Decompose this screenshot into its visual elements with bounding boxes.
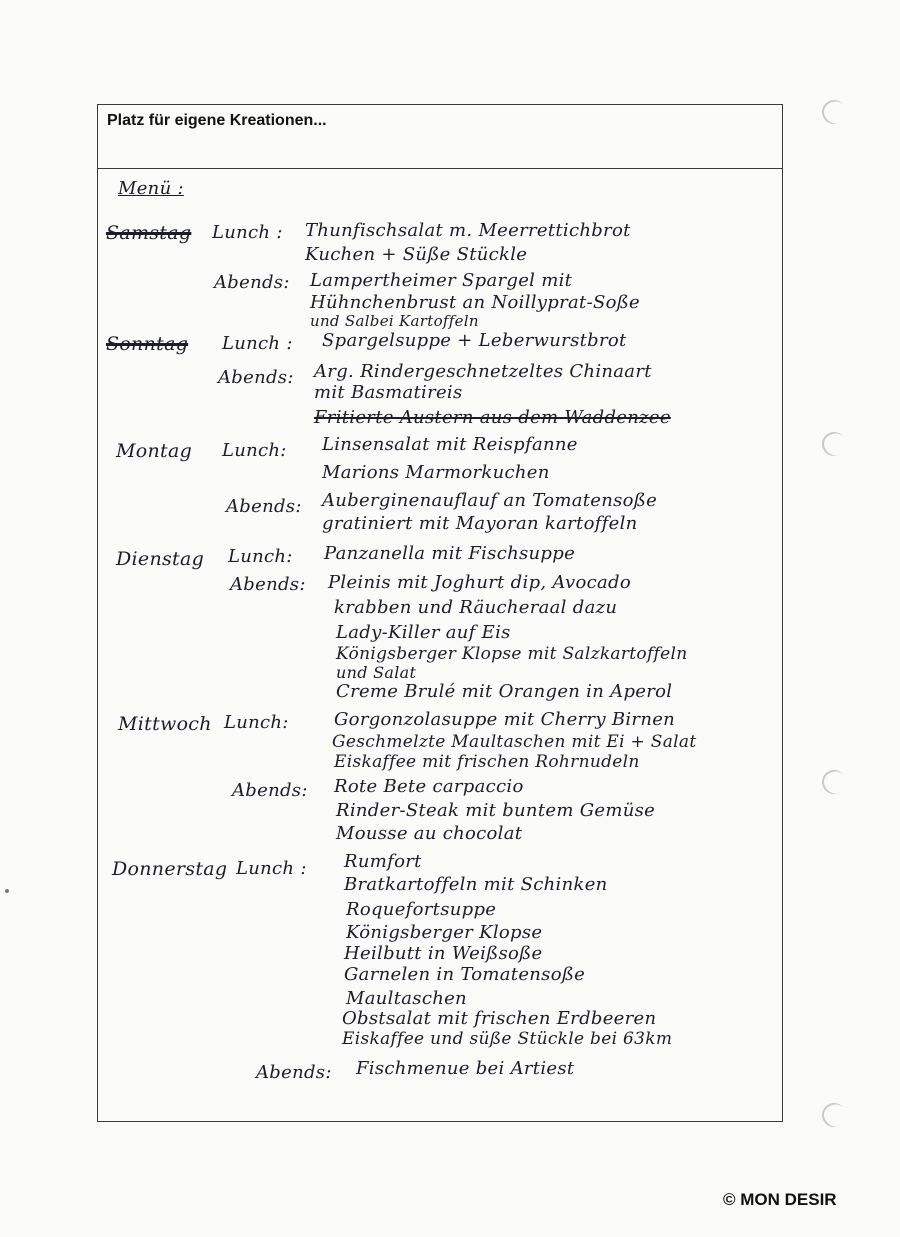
donnerstag-lunch-item: Königsberger Klopse (346, 922, 543, 943)
day-donnerstag: Donnerstag (112, 858, 228, 880)
dienstag-abends-item: Lady-Killer auf Eis (336, 622, 511, 643)
dienstag-abends-item: Königsberger Klopse mit Salzkartoffeln (336, 644, 688, 664)
samstag-abends-item: und Salbei Kartoffeln (310, 312, 479, 330)
donnerstag-lunch-item: Garnelen in Tomatensoße (344, 964, 586, 985)
dienstag-abends-label: Abends: (230, 574, 306, 595)
dienstag-abends-item: Creme Brulé mit Orangen in Aperol (336, 681, 673, 702)
punch-hole-top (818, 96, 851, 129)
menu-heading: Menü : (118, 178, 184, 199)
donnerstag-abends-label: Abends: (256, 1062, 332, 1083)
donnerstag-lunch-item: Rumfort (344, 851, 422, 872)
day-sonntag: Sonntag (106, 333, 189, 355)
header-row (98, 105, 782, 169)
montag-abends-label: Abends: (226, 496, 302, 517)
dienstag-abends-item: und Salat (336, 663, 417, 682)
day-mittwoch: Mittwoch (118, 713, 212, 735)
day-montag: Montag (116, 440, 193, 462)
mittwoch-abends-item: Rote Bete carpaccio (334, 776, 524, 797)
samstag-abends-item: Hühnchenbrust an Noillyprat-Soße (310, 292, 640, 313)
header-title: Platz für eigene Kreationen... (107, 112, 327, 129)
donnerstag-lunch-item: Obstsalat mit frischen Erdbeeren (342, 1008, 657, 1029)
samstag-abends-item: Lampertheimer Spargel mit (310, 270, 573, 291)
copyright-notice: © MON DESIR (723, 1190, 837, 1209)
dienstag-lunch-label: Lunch: (228, 546, 293, 567)
donnerstag-lunch-item: Eiskaffee und süße Stückle bei 63km (342, 1029, 673, 1049)
day-samstag: Samstag (106, 222, 192, 244)
sonntag-lunch-item: Spargelsuppe + Leberwurstbrot (322, 330, 627, 351)
mittwoch-lunch-item: Eiskaffee mit frischen Rohrnudeln (334, 752, 640, 772)
punch-hole-upper-middle (818, 428, 851, 461)
montag-lunch-item: Linsensalat mit Reispfanne (322, 434, 578, 455)
scan-speck (5, 889, 9, 893)
montag-lunch-label: Lunch: (222, 440, 287, 461)
samstag-abends-label: Abends: (214, 272, 290, 293)
montag-abends-item: gratiniert mit Mayoran kartoffeln (322, 513, 638, 534)
day-dienstag: Dienstag (116, 548, 205, 570)
dienstag-abends-item: krabben und Räucheraal dazu (334, 597, 618, 618)
mittwoch-lunch-item: Geschmelzte Maultaschen mit Ei + Salat (332, 732, 697, 752)
mittwoch-lunch-label: Lunch: (224, 712, 289, 733)
sonntag-abends-label: Abends: (218, 367, 294, 388)
punch-hole-lower-middle (818, 766, 851, 799)
dienstag-abends-item: Pleinis mit Joghurt dip, Avocado (328, 572, 631, 593)
donnerstag-lunch-item: Roquefortsuppe (346, 899, 497, 920)
montag-lunch-item: Marions Marmorkuchen (322, 462, 550, 483)
samstag-lunch-label: Lunch : (212, 222, 283, 243)
sonntag-abends-item: mit Basmatireis (314, 382, 463, 403)
donnerstag-lunch-item: Maultaschen (346, 988, 467, 1009)
sonntag-abends-item: Arg. Rindergeschnetzeltes Chinaart (314, 361, 652, 382)
donnerstag-abends-item: Fischmenue bei Artiest (356, 1058, 575, 1079)
punch-hole-bottom (818, 1099, 851, 1132)
samstag-lunch-item: Kuchen + Süße Stückle (305, 244, 528, 265)
dienstag-lunch-item: Panzanella mit Fischsuppe (324, 543, 576, 564)
mittwoch-lunch-item: Gorgonzolasuppe mit Cherry Birnen (334, 709, 676, 730)
donnerstag-lunch-label: Lunch : (236, 858, 307, 879)
mittwoch-abends-label: Abends: (232, 780, 308, 801)
donnerstag-lunch-item: Bratkartoffeln mit Schinken (344, 874, 608, 895)
montag-abends-item: Auberginenauflauf an Tomatensoße (322, 490, 658, 511)
sonntag-lunch-label: Lunch : (222, 333, 293, 354)
mittwoch-abends-item: Rinder-Steak mit buntem Gemüse (336, 800, 656, 821)
sonntag-abends-item: Fritierte Austern aus dem Waddenzee (314, 407, 671, 428)
samstag-lunch-item: Thunfischsalat m. Meerrettichbrot (305, 220, 631, 241)
mittwoch-abends-item: Mousse au chocolat (336, 823, 523, 844)
donnerstag-lunch-item: Heilbutt in Weißsoße (344, 943, 543, 964)
